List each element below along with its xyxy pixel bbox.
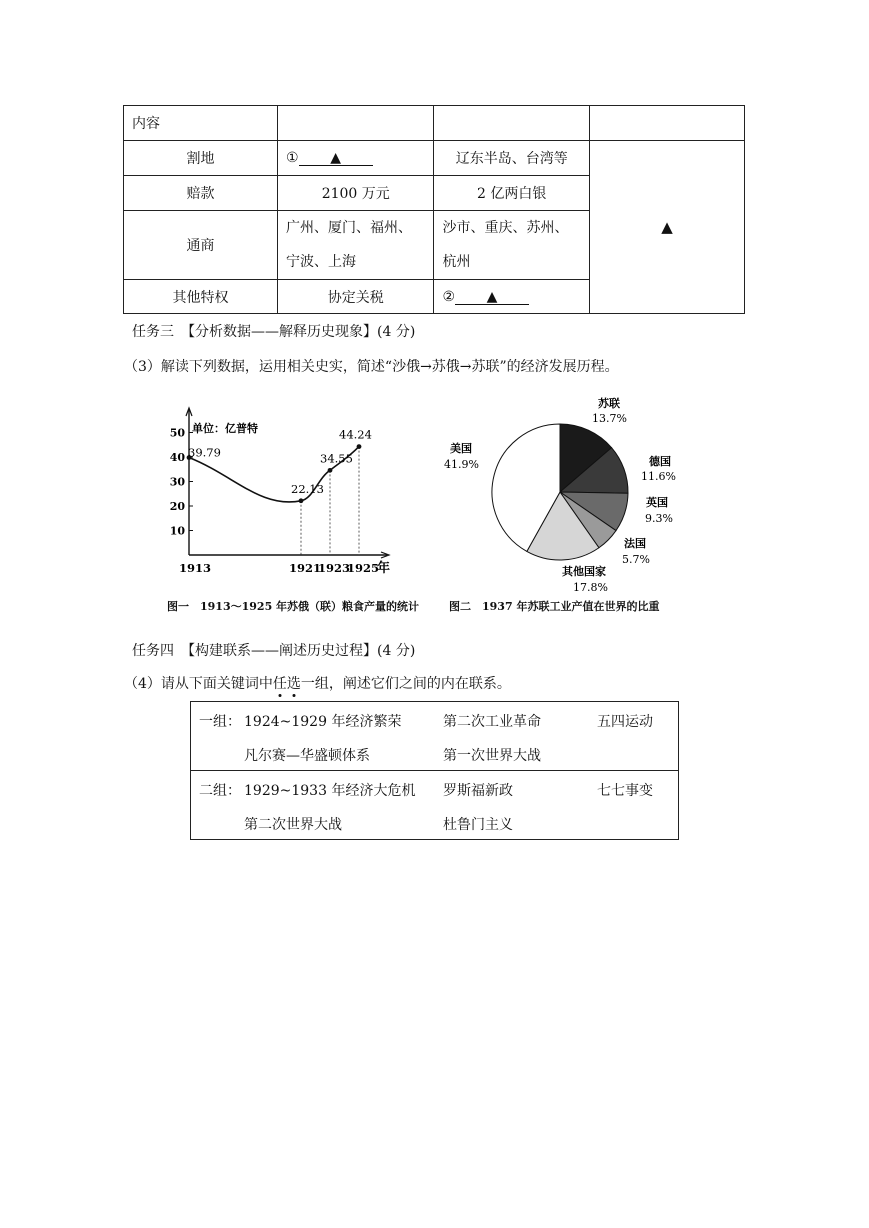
data-label: 44.24 [339,427,372,442]
slice-label: 其他国家 [562,565,606,578]
industry-pie-chart [420,392,710,602]
figure2-caption: 图二 1937 年苏联工业产值在世界的比重 [449,600,660,613]
keyword-group-2 [191,771,679,840]
x-unit-label: 年 [377,561,391,576]
merged-blank-cell: ▲ [589,141,744,314]
blank-cell-2 [434,280,589,314]
x-tick-label: 1913 [179,561,212,575]
keyword: 第二次世界大战 [244,817,342,833]
data-label: 39.79 [188,445,221,460]
question-text: （4）请从下面关键词中 [124,676,273,692]
cell-line: 沙市、重庆、苏州、 [442,220,569,236]
keyword: 五四运动 [597,714,653,730]
y-tick-label: 40 [169,451,185,464]
row-label: 赔款 [124,176,278,211]
table-header-col1 [278,106,434,141]
cell: 2 亿两白银 [434,176,589,211]
y-tick-label: 20 [169,500,185,513]
task4-question [124,673,511,693]
slice-value: 9.3% [645,512,673,525]
figure1-caption: 图一 1913～1925 年苏俄（联）粮食产量的统计 [167,600,420,613]
keyword: 第一次世界大战 [443,748,541,764]
table-header-content: 内容 [124,106,278,141]
keyword: 凡尔赛—华盛顿体系 [244,748,370,764]
slice-value: 17.8% [573,581,608,594]
keyword-box [190,701,679,840]
slice-label: 英国 [646,496,668,509]
blank-number: ① [286,150,299,166]
data-point [357,444,362,449]
keyword: 第二次工业革命 [443,714,541,730]
y-tick-label: 10 [169,524,185,538]
slice-label: 苏联 [598,397,620,410]
cell [278,211,434,280]
data-point [328,468,333,473]
blank-cell-1 [278,141,434,176]
keyword: 七七事变 [597,783,653,799]
keyword: 杜鲁门主义 [443,817,513,833]
slice-label: 美国 [450,442,472,455]
row-label: 割地 [124,141,278,176]
keyword: 1924~1929 年经济繁荣 [244,714,402,730]
blank-line: ▲ [299,151,373,166]
data-label: 22.13 [291,481,324,496]
cell [434,211,589,280]
slice-label: 法国 [624,537,646,550]
data-point [299,498,304,503]
slice-value: 11.6% [641,470,676,483]
cell-line: 宁波、上海 [286,254,357,270]
slice-value: 5.7% [622,553,650,566]
slice-label: 德国 [649,455,671,468]
group-label: 二组： [199,783,241,799]
blank-number: ② [442,288,456,305]
unit-label: 单位：亿普特 [192,422,258,435]
keyword: 1929~1933 年经济大危机 [244,783,416,799]
cell-line: 广州、厦门、福州、 [286,220,413,236]
cell: 协定关税 [278,280,434,314]
slice-value: 41.9% [444,458,479,471]
x-tick-label: 1921 [289,561,322,575]
table-header-col2 [434,106,589,141]
keyword-group-1 [191,702,679,771]
y-tick-label: 50 [169,426,185,440]
y-tick-label: 30 [169,475,185,489]
task3-title: 任务三 【分析数据——解释历史现象】(4 分) [132,324,416,340]
x-tick-label: 1925 [347,561,380,575]
row-label: 其他特权 [124,280,278,314]
keyword: 罗斯福新政 [443,783,513,799]
cell: 2100 万元 [278,176,434,211]
row-label: 通商 [124,211,278,280]
task4-title: 任务四 【构建联系——阐述历史过程】(4 分) [132,643,416,659]
table-header-col3 [589,106,744,141]
table-row [124,141,745,176]
emphasis-char: 任 [272,676,287,692]
blank-line: ▲ [455,290,529,305]
cell: 辽东半岛、台湾等 [434,141,589,176]
treaty-comparison-table [123,105,745,314]
cell-line: 杭州 [442,254,471,270]
task3-question: （3）解读下列数据，运用相关史实，简述“沙俄→苏俄→苏联”的经济发展历程。 [124,359,619,375]
grain-line-chart [165,400,405,620]
data-label: 34.55 [320,451,353,466]
slice-value: 13.7% [592,412,627,425]
emphasis-char: 选 [286,676,301,692]
x-tick-label: 1923 [318,561,351,575]
question-text: 一组，阐述它们之间的内在联系。 [300,676,511,692]
group-label: 一组： [199,714,241,730]
